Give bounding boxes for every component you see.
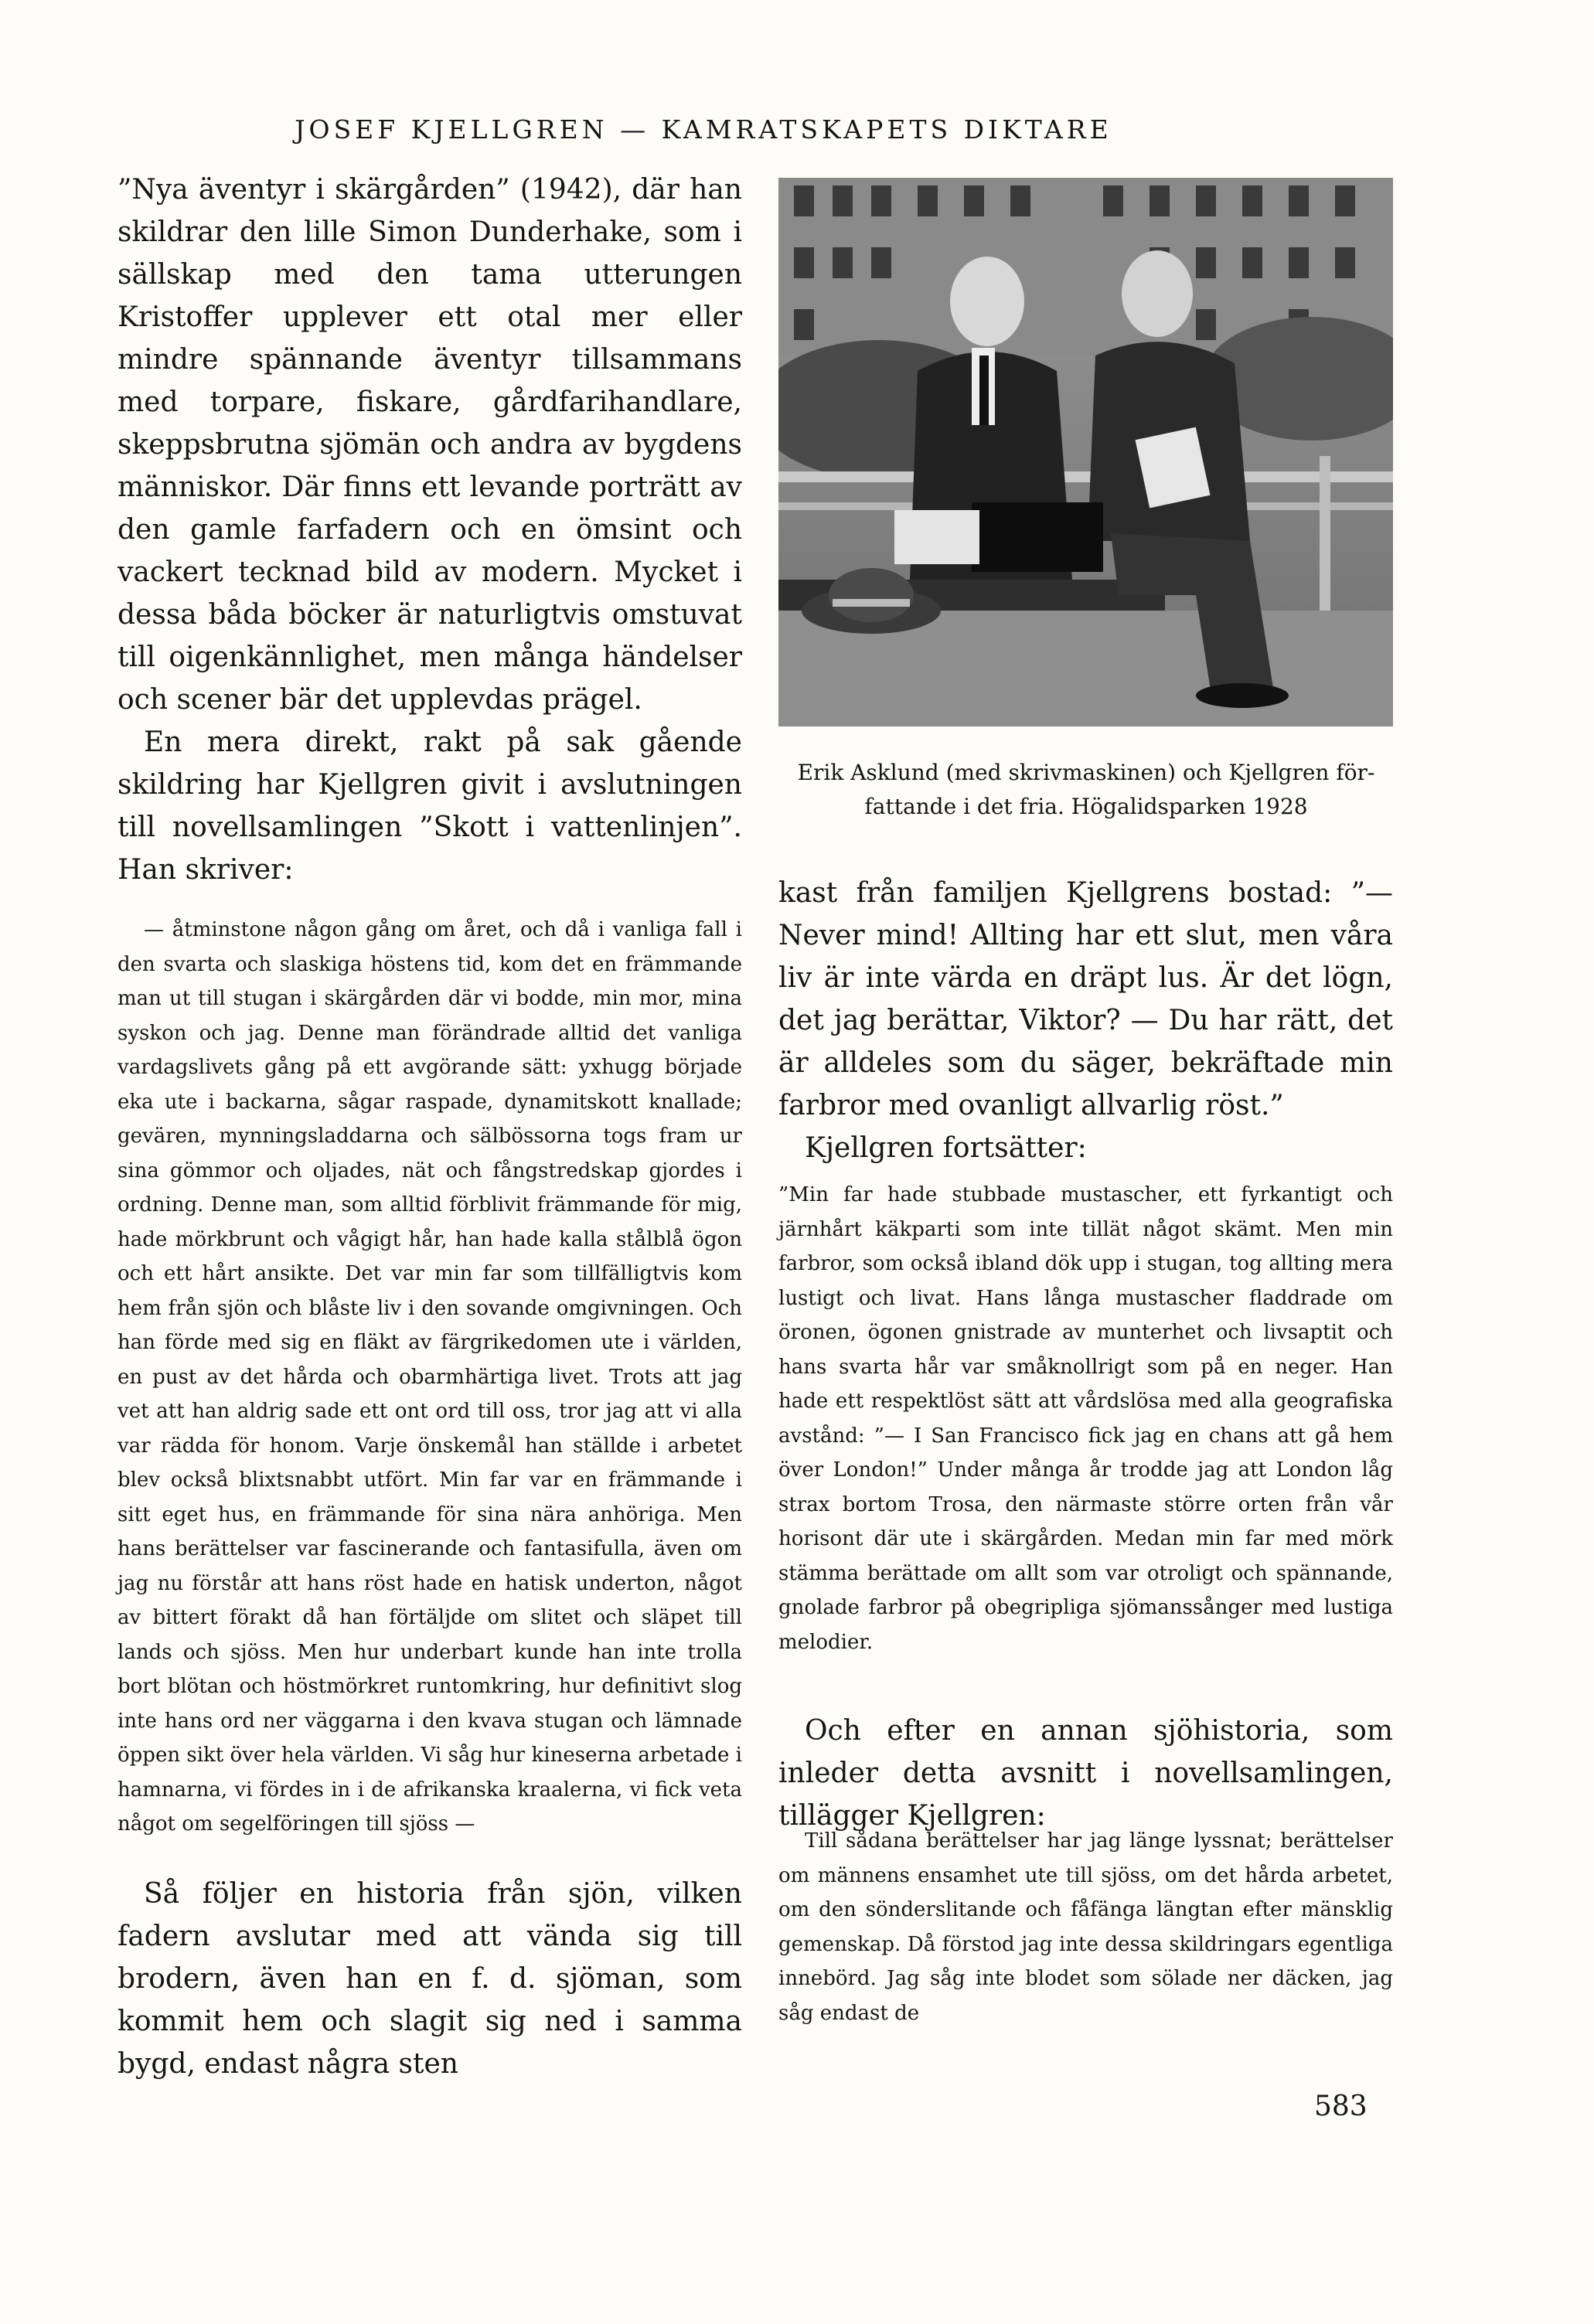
photograph-two-men-typewriter: [778, 178, 1393, 726]
right-block-quote-1-container: [778, 1178, 1393, 1659]
left-paragraph-1: ”Nya äventyr i skärgården” (1942), där han skildrar den lille Simon Dunderhake, som i sällskap med den tama utterungen Kristoffer upplever ett otal mer eller mindre spännande äventyr tillsammans med torpare, fiskare, gårdfarihandlare, skeppsbrutna sjömän och andra av bygdens människor. Där finns ett levande porträtt av den gamle farfadern och en ömsint och vackert tecknad bild av modern. Mycket i dessa båda böcker är naturligtvis omstuvat till oigenkännlighet, men många händelser och scener bär det upplevdas prägel.: [118, 174, 742, 716]
right-paragraph-1: kast från familjen Kjellgrens bostad: ”— Never mind! Allting har ett slut, men våra liv är inte värda en dräpt lus. Är det lögn, det jag berättar, Viktor? — Du har rätt, det är alldeles som du säger, bekräftade min farbror med ovanligt allvarlig röst.”: [778, 877, 1393, 1121]
right-paragraph-3: Och efter en annan sjöhistoria, som inleder detta avsnitt i novellsamlingen, tillägger Kjellgren:: [778, 1715, 1393, 1832]
running-header: JOSEF KJELLGREN — KAMRATSKAPETS DIKTARE: [295, 114, 1112, 145]
left-paragraph-3: Så följer en historia från sjön, vilken fadern avslutar med att vända sig till brodern, även han en f. d. sjöman, som kommit hem och slagit sig ned i samma bygd, endast några sten: [118, 1877, 742, 2080]
photograph-drawing: [778, 178, 1393, 726]
right-column-bottom: [778, 1710, 1393, 1837]
left-paragraph-2: En mera direkt, rakt på sak gående skildring har Kjellgren givit i avslutningen till novellsamlingen ”Skott i vattenlinjen”. Han skriver:: [118, 726, 742, 886]
right-column-top: [778, 872, 1393, 1169]
right-block-quote-2: Till sådana berättelser har jag länge lyssnat; berättelser om männens ensamhet ute till sjöss, om det hårda arbetet, om den sönderslitande och fåfänga längtan efter mänsklig gemenskap. Då förstod jag inte dessa skildringars egentliga innebörd. Jag såg inte blodet som sölade ner däcken, jag såg endast de: [778, 1829, 1393, 2025]
right-block-quote-2-container: [778, 1824, 1393, 2030]
left-block-quote: — åtminstone någon gång om året, och då i vanliga fall i den svarta och slaskiga höstens tid, kom det en främmande man ut till stugan i skärgården där vi bodde, min mor, mina syskon och jag. Denne man förändrade alltid det vanliga vardagslivets gång på ett avgörande sätt: yxhugg började eka ute i backarna, sågar raspade, dynamitskott knallade; gevären, mynningsladdarna och sälbössorna togs fram ur sina gömmor och oljades, nät och fångstredskap gjordes i ordning. Denne man, som alltid förblivit främmande för mig, hade mörkbrunt och vågigt hår, han hade kalla stålblå ögon och ett hårt ansikte. Det var min far som tillfälligtvis kom hem från sjön och blåste liv i den sovande omgivningen. Och han förde med sig en fläkt av färgrikedomen ute i världen, en pust av det hårda och obarmhärtiga livet. Trots att jag vet att han aldrig sade ett ont ord till oss, tror jag att vi alla var rädda för honom. Varje önskemål han ställde i arbetet blev också blixtsnabbt utfört. Min far var en främmande i sitt eget hus, en främmande för sina nära anhöriga. Men hans berättelser var fascinerande och fantasifulla, även om jag nu förstår att hans röst hade en hatisk underton, något av bittert förakt då han förtäljde om slitet och släpet till lands och sjöss. Men hur underbart kunde han inte trolla bort blötan och höstmörkret runtomkring, hur definitivt slog inte hans ord ner väggarna i den kvava stugan och lämnade öppen sikt över hela världen. Vi såg hur kineserna arbetade i hamnarna, vi fördes in i de afrikanska kraalerna, vi fick veta något om segelföringen till sjöss —: [118, 918, 742, 1836]
left-column: [118, 168, 742, 2085]
page-number: 583: [1314, 2091, 1368, 2122]
right-block-quote-1: ”Min far hade stubbade mustascher, ett fyrkantigt och järnhårt käkparti som inte tillät något skämt. Men min farbror, som också ibland dök upp i stugan, tog allting mera lustigt och livat. Hans långa mustascher fladdrade om öronen, ögonen gnistrade av munterhet och livsaptit och hans svarta hår var småknollrigt som på en neger. Han hade ett respektlöst sätt att vårdslösa med alla geografiska avstånd: ”— I San Francisco fick jag en chans att gå hem över London!” Under många år trodde jag att London låg strax bortom Trosa, den närmaste större orten från vår horisont där ute i skärgården. Medan min far med mörk stämma berättade om allt som var otroligt och spännande, gnolade farbror på obegripliga sjömanssånger med lustiga melodier.: [778, 1183, 1393, 1654]
right-paragraph-2: Kjellgren fortsätter:: [805, 1132, 1087, 1164]
photo-caption: Erik Asklund (med skrivmaskinen) och Kjellgren författande i det fria. Högalidsparken 1928: [797, 760, 1375, 819]
